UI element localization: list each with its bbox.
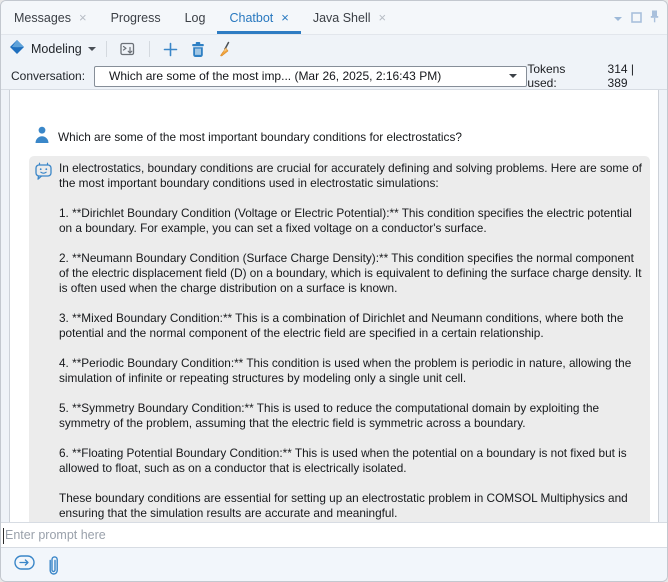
tab-chatbot-label: Chatbot (229, 10, 274, 25)
text-caret (3, 528, 4, 544)
send-prompt-icon[interactable] (14, 555, 35, 570)
maximize-icon[interactable] (631, 10, 642, 28)
tab-progress-label: Progress (110, 10, 161, 25)
tokens-used-label: Tokens used: (527, 62, 566, 90)
chatbot-toolbar (1, 35, 667, 63)
prompt-input-row (1, 522, 667, 548)
tokens-used-value: 314 | 389 (607, 62, 635, 90)
toolbar-separator (149, 41, 150, 57)
bot-paragraph: These boundary conditions are essential for setting up an electrostatic problem in COMSOL Multiphysics and ensuring that the simulation results are accurate and meaningful. (59, 491, 628, 520)
chevron-down-icon (509, 74, 517, 78)
send-to-shell-icon[interactable] (117, 38, 139, 60)
user-message (34, 126, 650, 147)
tab-log[interactable] (173, 1, 218, 34)
panel-menu-chevron-icon[interactable] (613, 10, 623, 28)
tab-progress[interactable] (99, 1, 173, 34)
bot-paragraph: 3. **Mixed Boundary Condition:** This is a combination of Dirichlet and Neumann conditions, where both the potential and the normal component of the electric field are specified in a certain relationship. (59, 311, 624, 340)
delete-conversation-trash-icon[interactable] (187, 38, 209, 60)
bot-paragraph: 5. **Symmetry Boundary Condition:** This is used to reduce the computational domain by exploiting the symmetry of the problem, assuming that the electric field is symmetric across a boundary. (59, 401, 600, 430)
modeling-icon (9, 39, 25, 60)
new-conversation-plus-icon[interactable] (160, 38, 182, 60)
chat-history-panel (9, 90, 659, 522)
bot-chat-bubble-icon (34, 162, 53, 186)
prompt-actions-bar (1, 548, 667, 581)
bot-paragraph: 1. **Dirichlet Boundary Condition (Voltage or Electric Potential):** This condition specifies the electric potential on a boundary. For example, you can set a fixed voltage on a conductor's surface. (59, 206, 632, 235)
tab-messages[interactable] (2, 1, 99, 34)
bot-paragraph: In electrostatics, boundary conditions are crucial for accurately defining and solving problems. Here are some of the most important boundary conditions used in electrostatic simulations: (59, 161, 642, 190)
close-icon[interactable]: × (281, 10, 289, 25)
clear-broom-icon[interactable] (214, 38, 236, 60)
toolbar-separator (106, 41, 107, 57)
tab-chatbot[interactable] (217, 1, 300, 34)
bot-paragraph: 2. **Neumann Boundary Condition (Surface Charge Density):** This condition specifies the normal component of the electric displacement field (D) on a boundary, which is equivalent to defining the surface charge density. It is often used when the charge distribution on a surface is known. (59, 251, 642, 295)
tab-log-label: Log (184, 10, 206, 25)
chevron-down-icon (88, 47, 96, 51)
mode-dropdown-label: Modeling (31, 42, 82, 56)
user-message-text: Which are some of the most important boundary conditions for electrostatics? (58, 129, 462, 144)
close-icon[interactable]: × (378, 10, 387, 25)
attach-file-paperclip-icon[interactable] (47, 555, 60, 577)
conversation-select-value: Which are some of the most imp... (Mar 26, 2025, 2:16:43 PM) (109, 69, 442, 83)
bot-message-text (59, 161, 642, 521)
mode-dropdown[interactable] (9, 39, 96, 60)
bot-paragraph: 4. **Periodic Boundary Condition:** This condition is used when the problem is periodic in nature, allowing the simulation of infinite or repeating structures by modeling only a single unit cell. (59, 356, 632, 385)
close-icon[interactable]: × (78, 10, 87, 25)
conversation-bar (1, 63, 667, 90)
bot-message (29, 156, 650, 522)
conversation-select[interactable] (94, 66, 527, 87)
tab-java-shell[interactable] (301, 1, 398, 34)
user-avatar-icon (34, 126, 50, 147)
pin-icon[interactable] (650, 10, 659, 28)
conversation-label: Conversation: (11, 69, 86, 83)
bot-paragraph: 6. **Floating Potential Boundary Condition:** This is used when the potential on a boundary is not fixed but is allowed to float, such as on a conductor that is electrically isolated. (59, 446, 627, 475)
tab-bar (1, 1, 667, 35)
prompt-input[interactable] (1, 523, 667, 547)
tab-messages-label: Messages (14, 10, 71, 25)
tab-java-shell-label: Java Shell (312, 10, 371, 25)
